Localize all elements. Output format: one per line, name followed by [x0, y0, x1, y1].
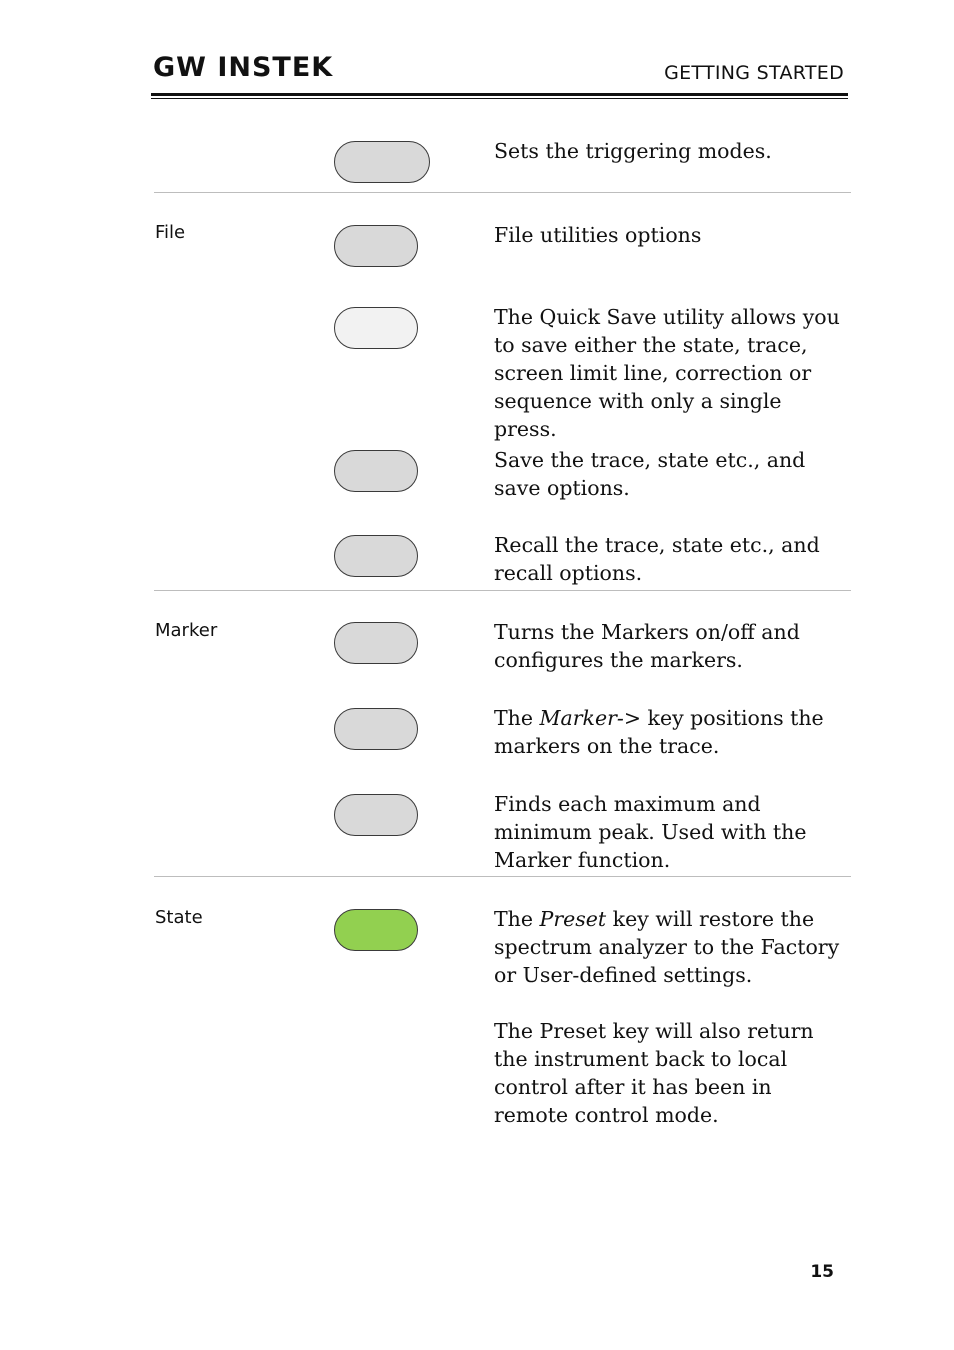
section-title: GETTING STARTED — [664, 62, 844, 84]
desc-text: key positions the markers on the trace. — [494, 706, 824, 758]
quick-save-key — [334, 307, 418, 349]
peak-search-key — [334, 794, 418, 836]
category-marker: Marker — [155, 620, 218, 641]
quick-save-description: The Quick Save utility allows you to save either the state, trace, screen limit line, correction or sequence with only a single press. — [494, 305, 840, 441]
file-description: File utilities options — [494, 223, 702, 247]
save-description: Save the trace, state etc., and save options. — [494, 448, 806, 500]
preset-key — [334, 909, 418, 951]
trigger-description: Sets the triggering modes. — [494, 139, 772, 163]
file-key — [334, 225, 418, 267]
row-divider — [154, 590, 851, 591]
brand-logo: GW INSTEK — [153, 52, 334, 83]
marker-arrow-key — [334, 708, 418, 750]
row-divider — [154, 876, 851, 877]
peak-search-description: Finds each maximum and minimum peak. Used with the Marker function. — [494, 792, 807, 872]
desc-emphasis: Preset — [539, 907, 607, 931]
category-state: State — [155, 907, 203, 928]
trigger-key — [334, 141, 430, 183]
preset-description — [494, 905, 844, 989]
marker-arrow-description — [494, 704, 844, 760]
desc-text: key will restore the spectrum analyzer to the Factory or User-defined settings. — [494, 907, 840, 987]
recall-description: Recall the trace, state etc., and recall options. — [494, 533, 820, 585]
preset-local-description: The Preset key will also return the instrument back to local control after it has been in remote control mode. — [494, 1019, 814, 1127]
marker-key — [334, 622, 418, 664]
desc-emphasis: Marker-> — [539, 706, 642, 730]
save-key — [334, 450, 418, 492]
row-divider — [154, 192, 851, 193]
recall-key — [334, 535, 418, 577]
desc-text: The — [494, 706, 540, 730]
category-file: File — [155, 222, 186, 243]
page-number: 15 — [810, 1262, 834, 1282]
header-rule-thin — [151, 98, 848, 99]
header-rule-thick — [151, 93, 848, 96]
desc-text: The — [494, 907, 540, 931]
marker-description: Turns the Markers on/off and configures the markers. — [494, 620, 800, 672]
page-header — [0, 0, 954, 100]
